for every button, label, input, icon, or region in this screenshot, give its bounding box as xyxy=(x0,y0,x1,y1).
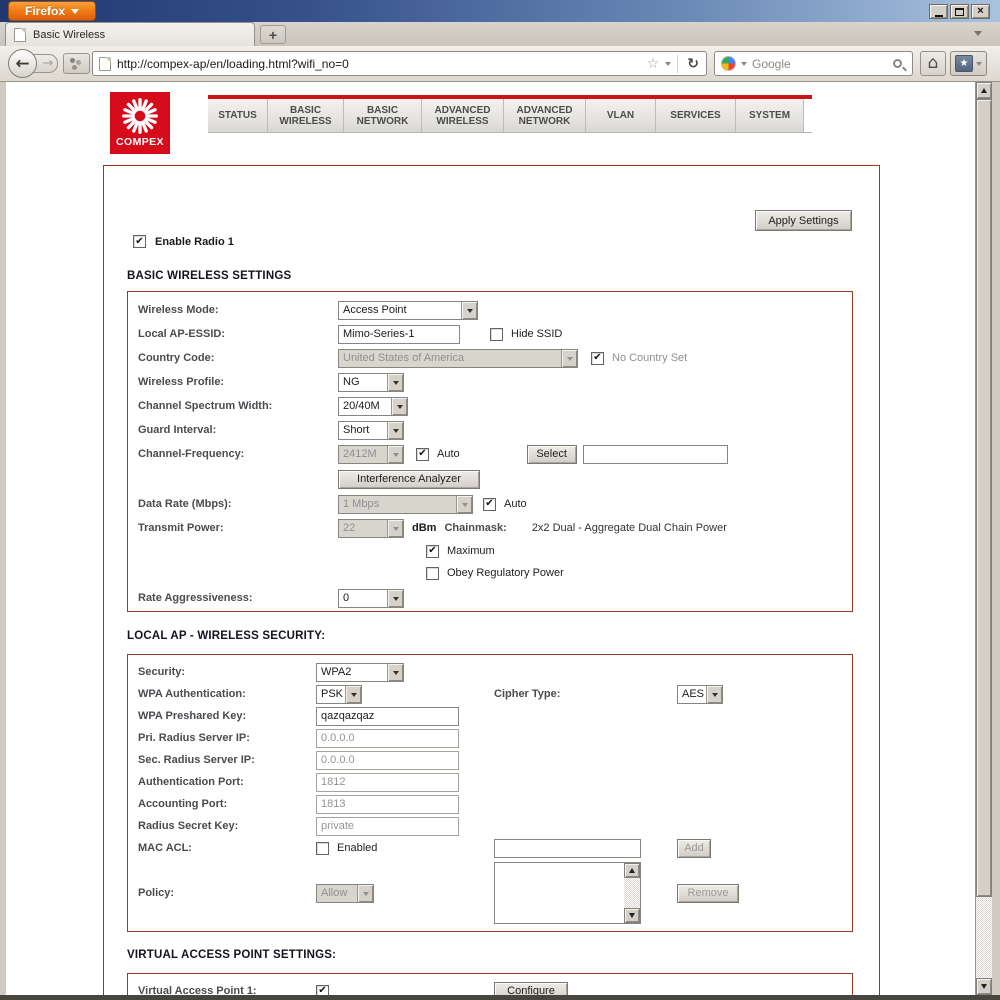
minimize-button[interactable] xyxy=(929,4,948,19)
bookmarks-dropdown-icon xyxy=(976,62,982,69)
listbox-scrollbar[interactable] xyxy=(624,863,640,923)
vap-heading: VIRTUAL ACCESS POINT SETTINGS: xyxy=(127,949,337,961)
apply-settings-button[interactable]: Apply Settings xyxy=(755,210,852,231)
tab-strip xyxy=(0,22,1000,46)
url-text[interactable]: http://compex-ap/en/loading.html?wifi_no=0 xyxy=(117,56,349,71)
vap-panel xyxy=(127,973,853,995)
policy-select: Allow xyxy=(316,884,374,903)
vap1-configure-button[interactable]: Configure xyxy=(494,982,568,996)
forward-icon: → xyxy=(42,56,54,71)
rate-aggressiveness-select[interactable]: 0 xyxy=(338,589,404,608)
radius-secret-input: private xyxy=(316,817,459,836)
dropdown-arrow-icon xyxy=(387,422,403,439)
page-nav-tabs xyxy=(208,95,812,133)
mac-address-input[interactable] xyxy=(494,839,641,858)
hide-ssid-label: Hide SSID xyxy=(511,328,563,340)
chainmask-label: Chainmask: xyxy=(444,522,507,534)
channel-auto-label: Auto xyxy=(437,448,460,460)
vap1-label: Virtual Access Point 1: xyxy=(138,985,257,995)
wpa-auth-select[interactable]: PSK xyxy=(316,685,362,704)
security-heading: LOCAL AP - WIRELESS SECURITY: xyxy=(127,630,326,642)
enable-radio-label: Enable Radio 1 xyxy=(155,235,234,248)
starburst-icon xyxy=(119,95,161,137)
security-panel xyxy=(127,654,853,932)
country-code-select: United States of America xyxy=(338,349,578,368)
list-all-tabs-icon[interactable] xyxy=(974,31,982,40)
firefox-menu-label: Firefox xyxy=(24,4,65,18)
dropdown-arrow-icon xyxy=(357,885,373,902)
dropdown-arrow-icon xyxy=(387,520,403,537)
enable-radio-checkbox[interactable]: ✔ xyxy=(133,235,146,248)
data-rate-label: Data Rate (Mbps): xyxy=(138,498,232,510)
wireless-mode-select[interactable]: Access Point xyxy=(338,301,478,320)
channel-frequency-label: Channel-Frequency: xyxy=(138,448,245,460)
maximize-button[interactable] xyxy=(950,4,969,19)
tab-advanced-network[interactable]: ADVANCED NETWORK xyxy=(504,99,586,132)
dots-cluster-icon xyxy=(70,58,75,63)
dropdown-arrow-icon xyxy=(345,686,361,703)
dropdown-arrow-icon xyxy=(387,446,403,463)
scroll-up-icon[interactable] xyxy=(976,82,992,99)
close-button[interactable] xyxy=(971,4,990,19)
channel-spectrum-label: Channel Spectrum Width: xyxy=(138,400,273,412)
hide-ssid-checkbox[interactable] xyxy=(490,328,503,341)
tab-vlan[interactable]: VLAN xyxy=(586,99,656,132)
title-bar xyxy=(0,0,1000,22)
tab-services[interactable]: SERVICES xyxy=(656,99,736,132)
dropdown-arrow-icon xyxy=(461,302,477,319)
site-identity-icon[interactable] xyxy=(99,57,111,71)
sec-radius-label: Sec. Radius Server IP: xyxy=(138,754,255,766)
maximum-label: Maximum xyxy=(447,545,495,557)
minimize-icon xyxy=(935,15,943,17)
mac-add-button: Add xyxy=(677,839,711,858)
close-icon: × xyxy=(977,5,984,17)
tab-title: Basic Wireless xyxy=(33,28,106,41)
tab-basic-wireless[interactable]: BASIC WIRELESS xyxy=(268,99,344,132)
firefox-menu-button[interactable] xyxy=(8,1,96,21)
scroll-down-icon[interactable] xyxy=(976,978,992,995)
page-favicon-icon xyxy=(14,28,26,42)
channel-manual-input[interactable] xyxy=(583,445,728,464)
acct-port-label: Accounting Port: xyxy=(138,798,228,810)
guard-interval-label: Guard Interval: xyxy=(138,424,217,436)
tab-basic-network[interactable]: BASIC NETWORK xyxy=(344,99,422,132)
scroll-up-icon[interactable] xyxy=(624,863,640,878)
data-rate-auto-checkbox[interactable]: ✔ xyxy=(483,498,496,511)
cipher-type-label: Cipher Type: xyxy=(494,688,561,700)
wireless-profile-label: Wireless Profile: xyxy=(138,376,225,388)
transmit-power-label: Transmit Power: xyxy=(138,522,224,534)
basic-wireless-heading: BASIC WIRELESS SETTINGS xyxy=(127,270,292,282)
auth-port-label: Authentication Port: xyxy=(138,776,244,788)
psk-label: WPA Preshared Key: xyxy=(138,710,247,722)
cipher-type-select[interactable]: AES xyxy=(677,685,723,704)
maximize-icon xyxy=(955,8,964,16)
essid-label: Local AP-ESSID: xyxy=(138,328,225,340)
data-rate-select: 1 Mbps xyxy=(338,495,473,514)
search-bar[interactable] xyxy=(714,51,913,76)
channel-spectrum-select[interactable]: 20/40M xyxy=(338,397,408,416)
chevron-down-icon xyxy=(71,9,79,18)
url-dropdown-icon[interactable] xyxy=(665,62,671,69)
rate-aggressiveness-label: Rate Aggressiveness: xyxy=(138,592,253,604)
obey-regulatory-checkbox[interactable] xyxy=(426,567,439,580)
search-engine-dropdown-icon[interactable] xyxy=(741,62,747,69)
dropdown-arrow-icon xyxy=(387,374,403,391)
reload-icon[interactable]: ↻ xyxy=(687,55,699,72)
dropdown-arrow-icon xyxy=(706,686,722,703)
new-tab-button[interactable] xyxy=(260,25,286,44)
chainmask-value: 2x2 Dual - Aggregate Dual Chain Power xyxy=(531,522,727,534)
google-icon xyxy=(721,56,736,71)
search-icon[interactable] xyxy=(893,59,902,68)
plus-icon: + xyxy=(268,26,278,43)
no-country-set-label: No Country Set xyxy=(612,352,688,364)
bookmarks-star-icon xyxy=(955,55,973,72)
acct-port-input: 1813 xyxy=(316,795,459,814)
psk-input[interactable]: qazqazqaz xyxy=(316,707,459,726)
pri-radius-label: Pri. Radius Server IP: xyxy=(138,732,250,744)
mac-acl-label: MAC ACL: xyxy=(138,842,192,854)
pri-radius-input: 0.0.0.0 xyxy=(316,729,459,748)
window-bottom-edge xyxy=(0,995,1000,1000)
page-scrollbar[interactable] xyxy=(975,82,992,995)
essid-input[interactable]: Mimo-Series-1 xyxy=(338,325,460,344)
page-content xyxy=(6,82,975,995)
mac-list-box[interactable] xyxy=(494,862,641,924)
vap1-checkbox[interactable]: ✔ xyxy=(316,985,329,996)
bookmarks-button[interactable] xyxy=(950,51,987,76)
wireless-profile-select[interactable]: NG xyxy=(338,373,404,392)
browser-tab-basic-wireless[interactable] xyxy=(5,22,255,46)
compex-logo xyxy=(110,92,170,154)
wireless-mode-label: Wireless Mode: xyxy=(138,304,219,316)
logo-text: COMPEX xyxy=(116,136,164,148)
dropdown-arrow-icon xyxy=(387,664,403,681)
transmit-power-select: 22 xyxy=(338,519,404,538)
sec-radius-input: 0.0.0.0 xyxy=(316,751,459,770)
mac-acl-enabled-checkbox[interactable] xyxy=(316,842,329,855)
dbm-unit: dBm xyxy=(412,522,437,534)
tab-status[interactable]: STATUS xyxy=(208,99,268,132)
obey-regulatory-label: Obey Regulatory Power xyxy=(447,567,564,579)
home-button[interactable] xyxy=(920,51,946,76)
guard-interval-select[interactable]: Short xyxy=(338,421,404,440)
url-bar[interactable] xyxy=(92,51,707,76)
divider xyxy=(677,55,678,73)
star-icon: ★ xyxy=(959,57,969,69)
dropdown-arrow-icon xyxy=(387,590,403,607)
data-rate-auto-label: Auto xyxy=(504,498,527,510)
wpa-auth-label: WPA Authentication: xyxy=(138,688,246,700)
mac-remove-button: Remove xyxy=(677,884,739,903)
channel-frequency-select: 2412M xyxy=(338,445,404,464)
sync-button[interactable] xyxy=(63,53,90,74)
security-label: Security: xyxy=(138,666,186,678)
dropdown-arrow-icon xyxy=(561,350,577,367)
mac-acl-enabled-label: Enabled xyxy=(337,842,378,854)
dropdown-arrow-icon xyxy=(391,398,407,415)
basic-wireless-panel xyxy=(127,291,853,612)
navigation-toolbar xyxy=(0,46,1000,82)
home-icon: ⌂ xyxy=(927,53,939,73)
no-country-set-checkbox[interactable]: ✔ xyxy=(591,352,604,365)
country-code-label: Country Code: xyxy=(138,352,215,364)
scroll-down-icon[interactable] xyxy=(624,908,640,923)
interference-analyzer-button[interactable]: Interference Analyzer xyxy=(338,470,480,489)
security-select[interactable]: WPA2 xyxy=(316,663,404,682)
channel-auto-checkbox[interactable]: ✔ xyxy=(416,448,429,461)
back-button[interactable] xyxy=(8,49,37,78)
scrollbar-thumb[interactable] xyxy=(976,99,992,897)
tab-system[interactable]: SYSTEM xyxy=(736,99,804,132)
channel-select-button[interactable]: Select xyxy=(527,445,577,464)
auth-port-input: 1812 xyxy=(316,773,459,792)
dropdown-arrow-icon xyxy=(456,496,472,513)
search-input[interactable]: Google xyxy=(752,56,791,71)
back-icon: ← xyxy=(15,53,30,74)
settings-container xyxy=(103,165,880,995)
maximum-checkbox[interactable]: ✔ xyxy=(426,545,439,558)
tab-advanced-wireless[interactable]: ADVANCED WIRELESS xyxy=(422,99,504,132)
bookmark-star-icon[interactable]: ☆ xyxy=(646,55,660,72)
radius-secret-label: Radius Secret Key: xyxy=(138,820,239,832)
policy-label: Policy: xyxy=(138,887,175,899)
